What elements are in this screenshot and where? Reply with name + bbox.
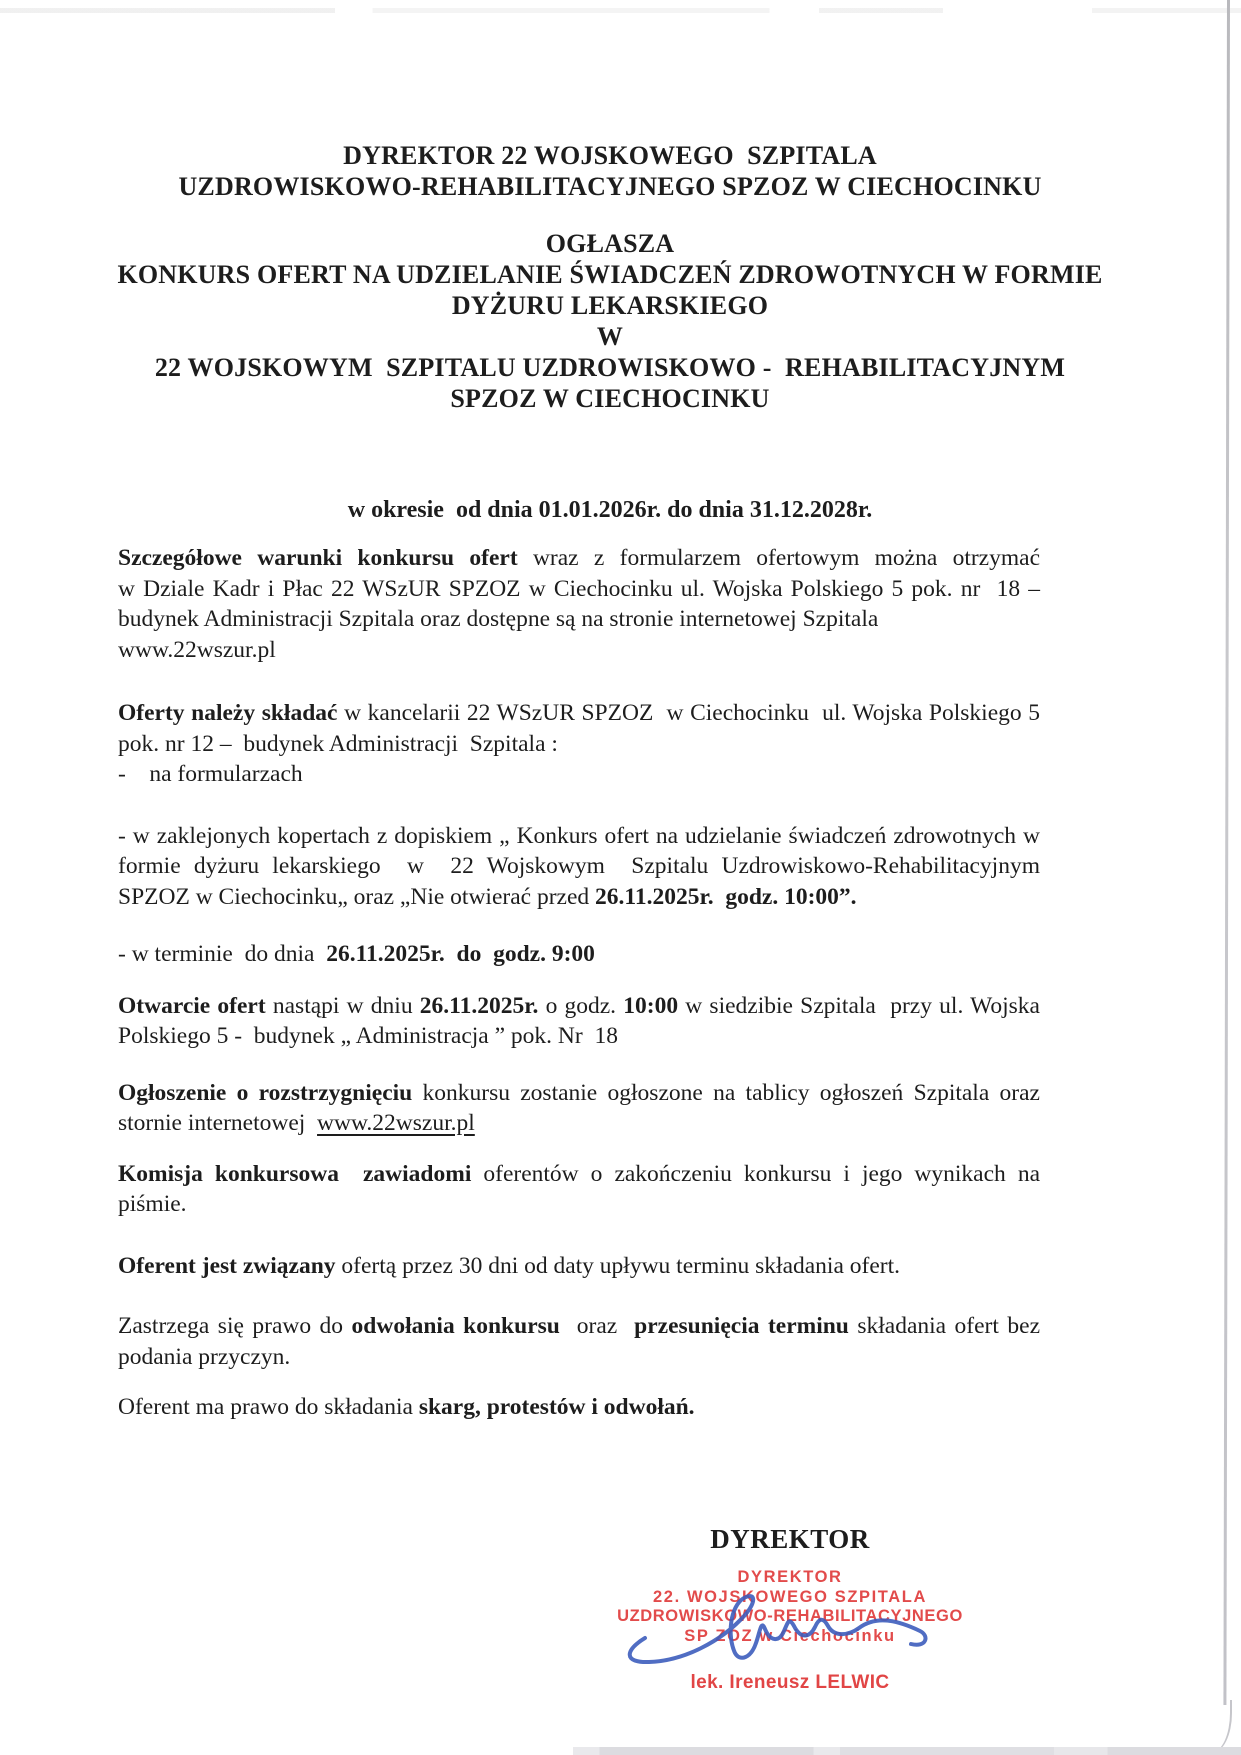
paragraph-offer-binding: Oferent jest związany ofertą przez 30 dni od daty upływu terminu składania ofert. bbox=[118, 1252, 901, 1279]
stamp-line-city: SP ZOZ w Ciechocinku bbox=[684, 1626, 896, 1645]
paragraph-offer-opening: Otwarcie ofert nastąpi w dniu 26.11.2025r. o godz. 10:00 w siedzibie Szpitala przy ul. Wojska Polskiego 5 - budynek „ Administracja ” pok. Nr 18 bbox=[118, 992, 1040, 1049]
scan-artifact-bottom-edge bbox=[573, 1747, 1241, 1755]
document-body bbox=[118, 543, 1040, 1423]
paragraph-cancellation-right: Zastrzega się prawo do odwołania konkursu oraz przesunięcia terminu składania ofert bez podania przyczyn. bbox=[118, 1313, 1040, 1370]
signature-role-title: DYREKTOR bbox=[710, 1524, 870, 1554]
header-subject-line3: W bbox=[596, 322, 624, 351]
signature-block bbox=[555, 1524, 1025, 1694]
paragraph-offer-submission: Oferty należy składać w kancelarii 22 WSzUR SPZOZ w Ciechocinku ul. Wojska Polskiego 5 pok. nr 12 – budynek Administracji Szpitala : bbox=[118, 700, 1040, 757]
signer-name: lek. Ireneusz LELWIC bbox=[690, 1672, 890, 1693]
header-issuer-line2: UZDROWISKOWO-REHABILITACYJNEGO SPZOZ W CIECHOCINKU bbox=[178, 172, 1042, 201]
director-stamp bbox=[555, 1568, 1025, 1646]
paragraph-sealed-envelopes: - w zaklejonych kopertach z dopiskiem „ Konkurs ofert na udzielanie świadczeń zdrowotnych w formie dyżuru lekarskiego w 22 Wojskowym Szpitalu Uzdrowiskowo-Rehabilitacyjnym SPZOZ w Ciechocinku„ oraz „Nie otwierać przed 26.11.2025r. godz. 10:00”. bbox=[118, 822, 1040, 910]
contract-period-line: w okresie od dnia 01.01.2026r. do dnia 31.12.2028r. bbox=[347, 497, 873, 523]
document-header bbox=[55, 140, 1165, 414]
header-subject-line4: 22 WOJSKOWYM SZPITALU UZDROWISKOWO - REHABILITACYJNYM bbox=[154, 353, 1066, 382]
paragraph-complaints-right: Oferent ma prawo do składania skarg, protestów i odwołań. bbox=[118, 1394, 695, 1420]
header-subject-line2: DYŻURU LEKARSKIEGO bbox=[451, 291, 769, 320]
header-subject-line5: SPZOZ W CIECHOCINKU bbox=[450, 384, 770, 413]
paragraph-detailed-terms: Szczegółowe warunki konkursu ofert wraz z formularzem ofertowym można otrzymać w Dziale Kadr i Płac 22 WSzUR SPZOZ w Ciechocinku ul. Wojska Polskiego 5 pok. nr 18 – budynek Administracji Szpitala oraz dostępne są na stronie internetowej Szpitala www.22wszur.pl bbox=[118, 545, 1041, 663]
paragraph-deadline: - w terminie do dnia 26.11.2025r. do godz. 9:00 bbox=[118, 941, 595, 967]
bullet-on-forms: - na formularzach bbox=[118, 761, 303, 787]
paragraph-results-announcement: Ogłoszenie o rozstrzygnięciu konkursu zostanie ogłoszone na tablicy ogłoszeń Szpitala oraz stornie internetowej www.22wszur.pl bbox=[118, 1079, 1040, 1136]
header-announces: OGŁASZA bbox=[545, 229, 675, 258]
scan-artifact-top-edge bbox=[0, 8, 1241, 13]
scan-artifact-right-edge bbox=[1223, 0, 1230, 1705]
stamp-line-org1: 22. WOJSKOWEGO SZPITALA bbox=[653, 1587, 927, 1606]
paragraph-committee-notice: Komisja konkursowa zawiadomi oferentów o zakończeniu konkursu i jego wynikach na piśmie. bbox=[118, 1160, 1040, 1217]
header-subject-line1: KONKURS OFERT NA UDZIELANIE ŚWIADCZEŃ ZDROWOTNYCH W FORMIE bbox=[117, 260, 1103, 289]
stamp-line-role: DYREKTOR bbox=[737, 1568, 843, 1586]
header-issuer-line1: DYREKTOR 22 WOJSKOWEGO SZPITALA bbox=[343, 141, 877, 170]
scan-artifact-page-curl bbox=[1212, 1700, 1232, 1753]
header-spacer bbox=[55, 202, 1165, 228]
stamp-line-org2: UZDROWISKOWO-REHABILITACYJNEGO bbox=[617, 1607, 963, 1625]
